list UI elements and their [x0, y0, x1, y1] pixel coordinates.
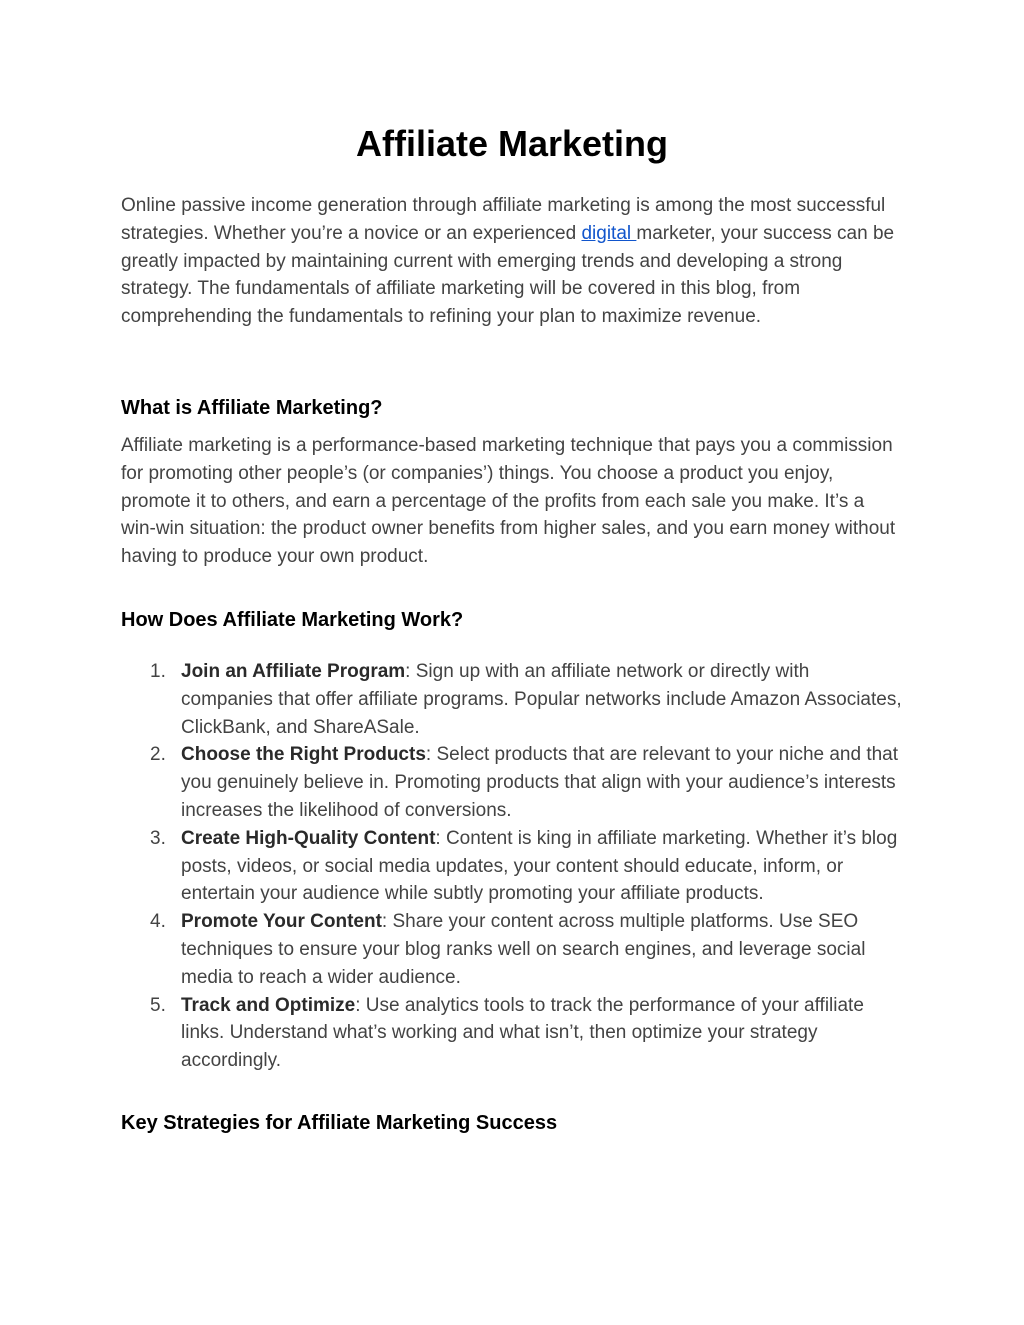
list-item	[121, 908, 903, 991]
step-number: 4.	[150, 911, 166, 933]
key-strategies-heading: Key Strategies for Affiliate Marketing Success	[121, 1112, 558, 1134]
step-text: : Use analytics tools to track the performance of your affiliate links. Understand what’s working and what isn’t, then optimize your strategy accordingly.	[181, 994, 864, 1072]
digital-link[interactable]: digital	[581, 222, 637, 244]
intro-text-after-link: marketer, your success can be greatly impacted by maintaining current with emerging trends and developing a strong strategy. The fundamentals of affiliate marketing will be covered in this blog, from comprehending the fundamentals to refining your plan to maximize revenue.	[121, 222, 895, 328]
step-number: 1.	[150, 661, 166, 682]
step-number: 5.	[150, 994, 166, 1016]
step-text: : Select products that are relevant to your niche and that you genuinely believe in. Promoting products that align with your audience’s interests increases the likelihood of conversions.	[181, 744, 899, 821]
list-item	[121, 992, 903, 1075]
step-title: Promote Your Content	[181, 911, 382, 933]
what-is-heading: What is Affiliate Marketing?	[121, 397, 383, 419]
step-number: 3.	[150, 827, 166, 849]
steps-list	[121, 658, 903, 1075]
step-text: : Content is king in affiliate marketing. Whether it’s blog posts, videos, or social media updates, your content should educate, inform, or entertain your audience while subtly promoting your affiliate products.	[181, 827, 898, 905]
step-text: : Share your content across multiple platforms. Use SEO techniques to ensure your blog ranks well on search engines, and leverage social media to reach a wider audience.	[181, 911, 866, 988]
step-number: 2.	[150, 744, 166, 766]
intro-paragraph	[121, 192, 903, 331]
list-item	[121, 825, 903, 908]
how-it-works-heading: How Does Affiliate Marketing Work?	[121, 609, 464, 631]
step-title: Join an Affiliate Program	[181, 661, 406, 682]
step-title: Create High-Quality Content	[181, 827, 436, 849]
list-item	[121, 658, 903, 741]
what-is-paragraph: Affiliate marketing is a performance-based marketing technique that pays you a commission for promoting other people’s (or companies’) things. You choose a product you enjoy, promote it to others, and earn a percentage of the profits from each sale you make. It’s a win-win situation: the product owner benefits from higher sales, and you earn money without having to produce your own product.	[121, 435, 896, 568]
step-title: Choose the Right Products	[181, 744, 426, 766]
intro-text-before-link: Online passive income generation through affiliate marketing is among the most successful strategies. Whether you’re a novice or an experienced	[121, 195, 886, 244]
document-title: Affiliate Marketing	[355, 123, 669, 164]
list-item	[121, 741, 903, 824]
step-text: : Sign up with an affiliate network or directly with companies that offer affiliate programs. Popular networks include Amazon Associates, ClickBank, and ShareASale.	[181, 661, 902, 738]
step-title: Track and Optimize	[181, 994, 356, 1016]
